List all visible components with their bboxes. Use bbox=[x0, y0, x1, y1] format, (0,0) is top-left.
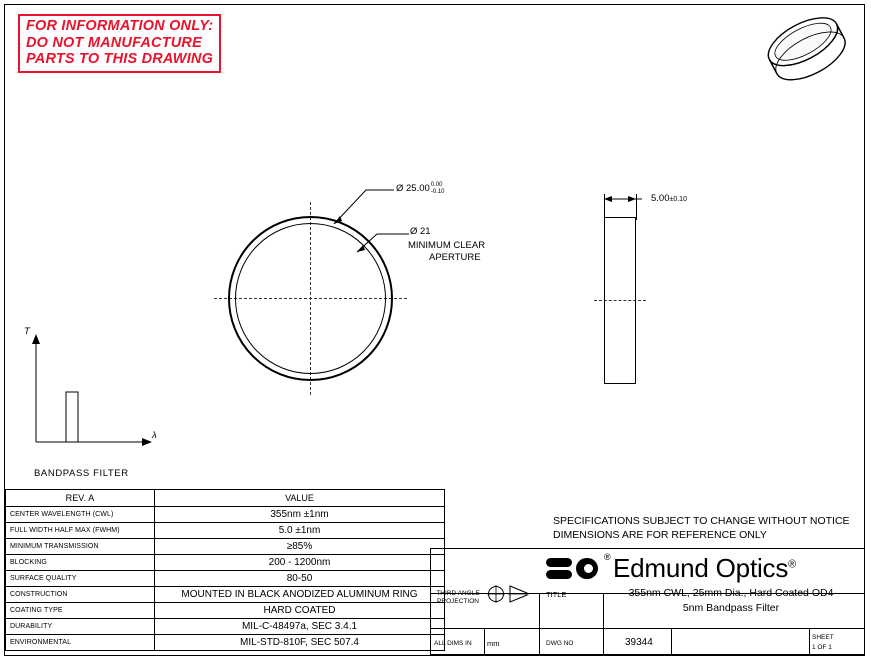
projection-label bbox=[434, 590, 482, 606]
spec-value: MOUNTED IN BLACK ANODIZED ALUMINUM RING bbox=[155, 587, 445, 603]
plot-y-axis-label: T bbox=[24, 326, 30, 337]
table-row bbox=[6, 507, 445, 523]
table-row bbox=[6, 635, 445, 651]
company-registered-mark: ® bbox=[788, 558, 797, 571]
plot-x-axis-label: λ bbox=[152, 430, 157, 441]
title-block-vline-5 bbox=[809, 628, 810, 654]
spec-value: 200 - 1200nm bbox=[155, 555, 445, 571]
clear-aperture-note-1: MINIMUM CLEAR bbox=[408, 240, 486, 251]
edmund-optics-logo-icon bbox=[546, 556, 606, 582]
title-block-vline-1 bbox=[539, 593, 540, 654]
spec-key: CENTER WAVELENGTH (CWL) bbox=[6, 507, 155, 523]
drawing-title-line-1: 355nm CWL, 25mm Dia., Hard Coated OD4 bbox=[628, 587, 834, 599]
outer-diameter-dimension bbox=[396, 182, 445, 195]
specification-notes bbox=[553, 514, 850, 542]
warning-line-3: PARTS TO THIS DRAWING bbox=[26, 51, 214, 67]
table-row bbox=[6, 619, 445, 635]
title-block-vline-3 bbox=[484, 628, 485, 654]
spec-key: ENVIRONMENTAL bbox=[6, 635, 155, 651]
table-row bbox=[6, 539, 445, 555]
warning-line-1: FOR INFORMATION ONLY: bbox=[26, 18, 214, 34]
table-row bbox=[6, 587, 445, 603]
table-header-value: VALUE bbox=[155, 490, 445, 507]
dims-unit-label: ALL DIMS IN bbox=[434, 640, 472, 647]
clear-aperture-dimension: Ø 21 bbox=[410, 226, 431, 237]
spec-key: CONSTRUCTION bbox=[6, 587, 155, 603]
company-name-text: Edmund Optics bbox=[613, 553, 789, 583]
table-row bbox=[6, 571, 445, 587]
title-block-divider-2 bbox=[431, 628, 864, 629]
spec-key: FULL WIDTH HALF MAX (FWHM) bbox=[6, 523, 155, 539]
outer-diameter-value: Ø 25.00 bbox=[396, 183, 430, 195]
thickness-dimension bbox=[651, 193, 687, 206]
logo-registered-mark: ® bbox=[604, 552, 611, 562]
notes-line-1: SPECIFICATIONS SUBJECT TO CHANGE WITHOUT NOTICE bbox=[553, 515, 850, 527]
spec-value: MIL-STD-810F, SEC 507.4 bbox=[155, 635, 445, 651]
spec-value: ≥85% bbox=[155, 539, 445, 555]
information-only-stamp bbox=[18, 14, 221, 73]
spec-key: MINIMUM TRANSMISSION bbox=[6, 539, 155, 555]
third-angle-projection-icon bbox=[486, 582, 530, 606]
table-header-key: REV. A bbox=[6, 490, 155, 507]
table-row bbox=[6, 555, 445, 571]
spec-value: MIL-C-48497a, SEC 3.4.1 bbox=[155, 619, 445, 635]
bandpass-plot-caption: BANDPASS FILTER bbox=[34, 468, 129, 479]
sheet-label: SHEET bbox=[812, 634, 834, 641]
title-block-vline-4 bbox=[671, 628, 672, 654]
spec-value: 5.0 ±1nm bbox=[155, 523, 445, 539]
outer-diameter-tol-lower: -0.10 bbox=[430, 188, 445, 195]
bandpass-plot bbox=[20, 326, 160, 460]
outer-diameter-tol-upper: 0.00 bbox=[430, 182, 443, 188]
thickness-tolerance: ±0.10 bbox=[669, 196, 687, 203]
spec-key: DURABILITY bbox=[6, 619, 155, 635]
spec-key: COATING TYPE bbox=[6, 603, 155, 619]
thickness-value: 5.00 bbox=[651, 193, 670, 204]
table-header-row bbox=[6, 490, 445, 507]
spec-value: 355nm ±1nm bbox=[155, 507, 445, 523]
sheet-value: 1 OF 1 bbox=[812, 644, 832, 651]
projection-label-line-2: PROJECTION bbox=[437, 598, 479, 605]
table-row bbox=[6, 603, 445, 619]
projection-label-line-1: THIRD ANGLE bbox=[436, 590, 480, 597]
dims-unit-value: mm bbox=[487, 639, 500, 648]
table-row bbox=[6, 523, 445, 539]
specification-table bbox=[5, 489, 445, 651]
thickness-dimension-line bbox=[598, 193, 656, 207]
side-view-profile bbox=[604, 217, 636, 384]
spec-value: HARD COATED bbox=[155, 603, 445, 619]
company-name bbox=[613, 553, 796, 584]
spec-key: BLOCKING bbox=[6, 555, 155, 571]
notes-line-2: DIMENSIONS ARE FOR REFERENCE ONLY bbox=[553, 529, 767, 541]
spec-value: 80-50 bbox=[155, 571, 445, 587]
dwg-no-label: DWG NO bbox=[546, 640, 574, 647]
warning-line-2: DO NOT MANUFACTURE bbox=[26, 34, 202, 51]
drawing-title bbox=[600, 586, 862, 616]
isometric-ring-view bbox=[760, 10, 860, 100]
clear-aperture-note-2: APERTURE bbox=[429, 252, 481, 263]
spec-key: SURFACE QUALITY bbox=[6, 571, 155, 587]
title-field-label: TITLE bbox=[546, 590, 567, 599]
bandpass-plot-graphic bbox=[20, 330, 160, 460]
drawing-title-line-2: 5nm Bandpass Filter bbox=[682, 602, 780, 614]
dwg-no-value: 39344 bbox=[625, 637, 653, 648]
